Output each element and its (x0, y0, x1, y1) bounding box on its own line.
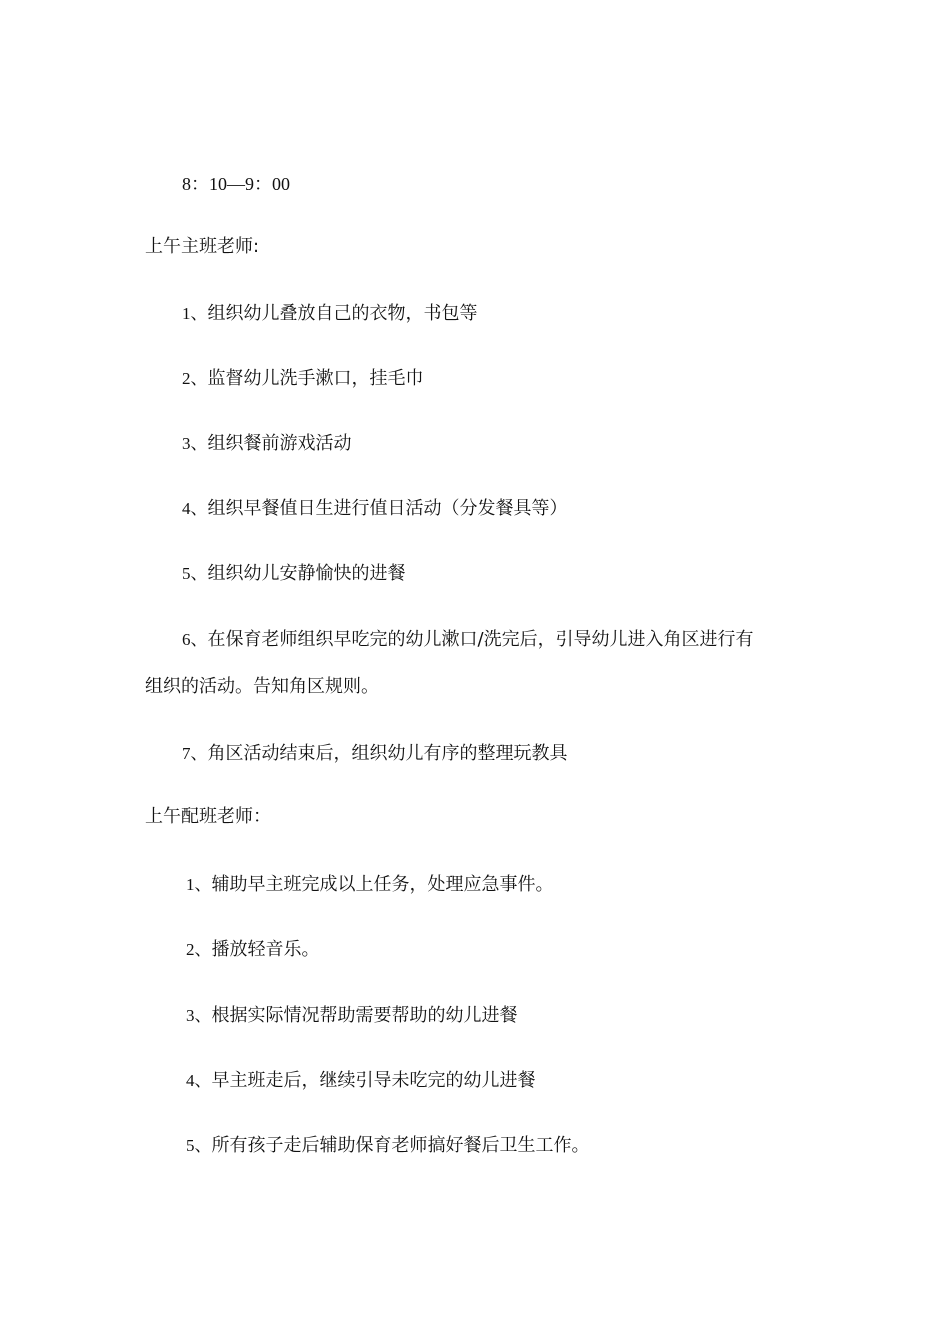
item-text: 组织幼儿叠放自己的衣物，书包等 (207, 303, 478, 324)
list-item-continuation: 组织的活动。告知角区规则。 (145, 676, 379, 697)
item-number: 3、 (186, 1006, 212, 1025)
list-item (186, 873, 554, 897)
item-text: 早主班走后，继续引导未吃完的幼儿进餐 (211, 1070, 536, 1091)
item-text: 所有孩子走后辅助保育老师搞好餐后卫生工作。 (211, 1135, 590, 1156)
item-number: 5、 (182, 564, 208, 583)
list-item (186, 938, 320, 962)
item-text: 角区活动结束后，组织幼儿有序的整理玩教具 (207, 743, 568, 764)
item-number: 3、 (182, 434, 208, 453)
list-item (186, 1004, 518, 1028)
list-item (186, 1134, 590, 1158)
item-number: 4、 (182, 499, 208, 518)
item-number: 4、 (186, 1071, 212, 1090)
item-text: 辅助早主班完成以上任务，处理应急事件。 (211, 874, 554, 895)
item-number: 6、 (182, 630, 208, 649)
head-teacher-heading: 上午主班老师: (145, 236, 260, 257)
item-text: 组织餐前游戏活动 (207, 433, 352, 454)
list-item (182, 497, 568, 521)
item-text: 监督幼儿洗手漱口，挂毛巾 (207, 368, 424, 389)
item-number: 2、 (186, 940, 212, 959)
list-item (182, 302, 478, 326)
item-text: 组织幼儿安静愉快的进餐 (207, 563, 406, 584)
item-text: 根据实际情况帮助需要帮助的幼儿进餐 (211, 1005, 518, 1026)
list-item (182, 562, 406, 586)
time-range: 8：10—9：00 (182, 174, 290, 194)
item-text: 组织早餐值日生进行值日活动（分发餐具等） (207, 498, 568, 519)
item-number: 1、 (186, 875, 212, 894)
item-number: 2、 (182, 369, 208, 388)
item-number: 5、 (186, 1136, 212, 1155)
list-item (182, 628, 754, 652)
item-number: 7、 (182, 744, 208, 763)
item-text: 播放轻音乐。 (211, 939, 320, 960)
assistant-teacher-heading: 上午配班老师： (145, 806, 271, 827)
item-text: 在保育老师组织早吃完的幼儿漱口/洗完后，引导幼儿进入角区进行有 (207, 629, 754, 650)
list-item (182, 367, 424, 391)
item-number: 1、 (182, 304, 208, 323)
list-item (186, 1069, 536, 1093)
list-item (182, 432, 352, 456)
list-item (182, 742, 568, 766)
